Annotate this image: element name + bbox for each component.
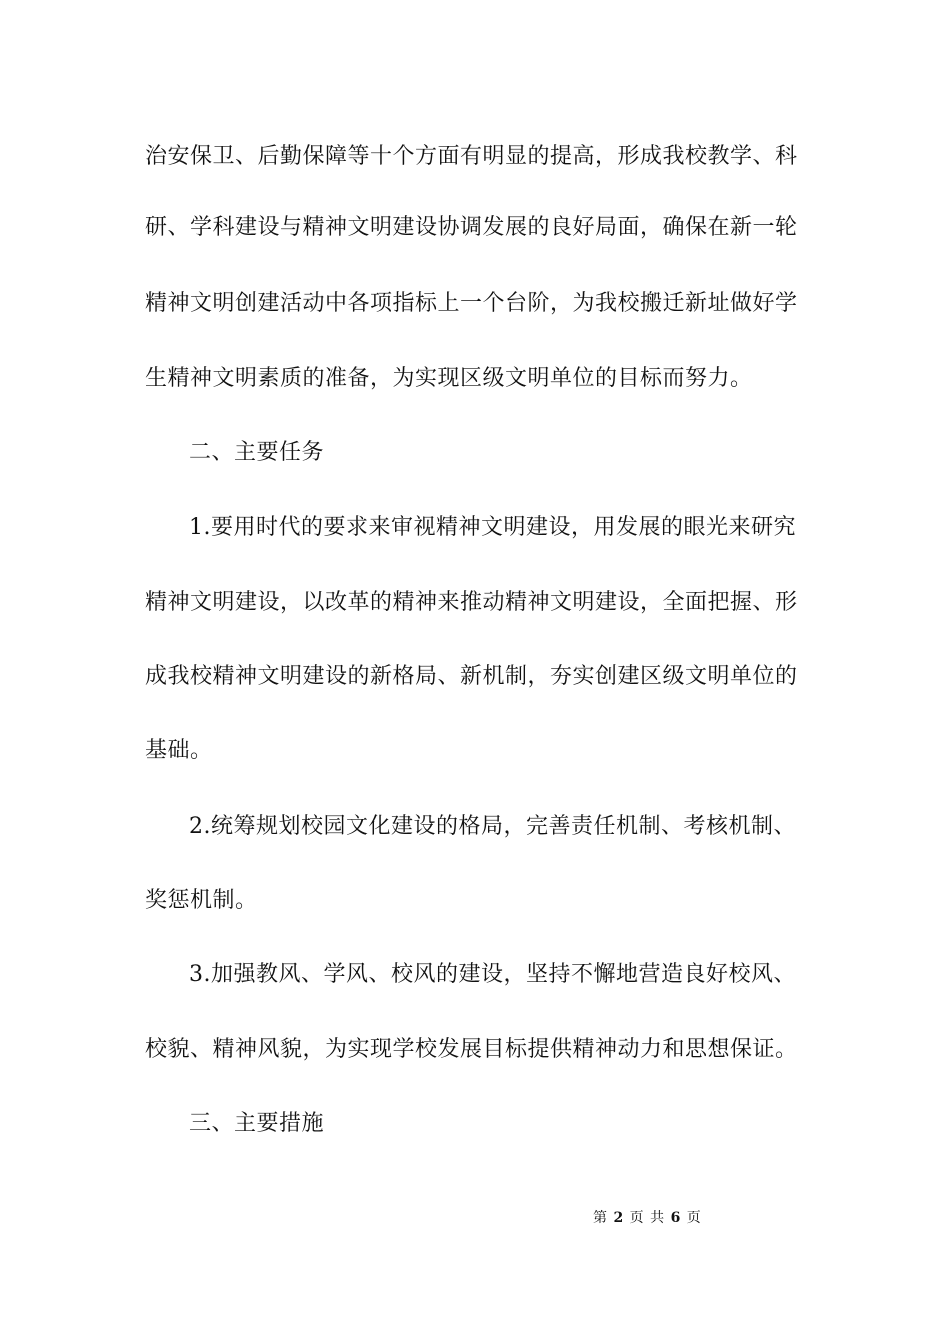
body-text-line: 精神文明建设，以改革的精神来推动精神文明建设，全面把握、形 [145, 590, 798, 615]
body-text-line: 生精神文明素质的准备，为实现区级文明单位的目标而努力。 [145, 366, 753, 391]
body-text-line: 校貌、精神风貌，为实现学校发展目标提供精神动力和思想保证。 [145, 1037, 798, 1062]
body-text-line: 研、学科建设与精神文明建设协调发展的良好局面，确保在新一轮 [145, 215, 798, 240]
page-footer [593, 1208, 702, 1228]
body-text-line: 3.加强教风、学风、校风的建设，坚持不懈地营造良好校风、 [189, 962, 796, 987]
section-heading: 三、主要措施 [189, 1111, 325, 1136]
section-heading: 二、主要任务 [189, 440, 325, 465]
body-text-line: 2.统筹规划校园文化建设的格局，完善责任机制、考核机制、 [189, 814, 796, 839]
footer-prefix: 第 [593, 1210, 608, 1226]
body-text-line: 精神文明创建活动中各项指标上一个台阶，为我校搬迁新址做好学 [145, 291, 798, 316]
body-text-line: 成我校精神文明建设的新格局、新机制，夯实创建区级文明单位的 [145, 664, 798, 689]
body-text-line: 1.要用时代的要求来审视精神文明建设，用发展的眼光来研究 [189, 515, 796, 540]
footer-middle: 页 共 [629, 1210, 666, 1226]
footer-page-number: 2 [613, 1210, 625, 1226]
footer-suffix: 页 [686, 1210, 702, 1226]
footer-total-pages: 6 [670, 1210, 682, 1226]
body-text-line: 基础。 [145, 738, 213, 763]
body-text-line: 奖惩机制。 [145, 888, 258, 913]
body-text-line: 治安保卫、后勤保障等十个方面有明显的提高，形成我校教学、科 [145, 144, 798, 169]
